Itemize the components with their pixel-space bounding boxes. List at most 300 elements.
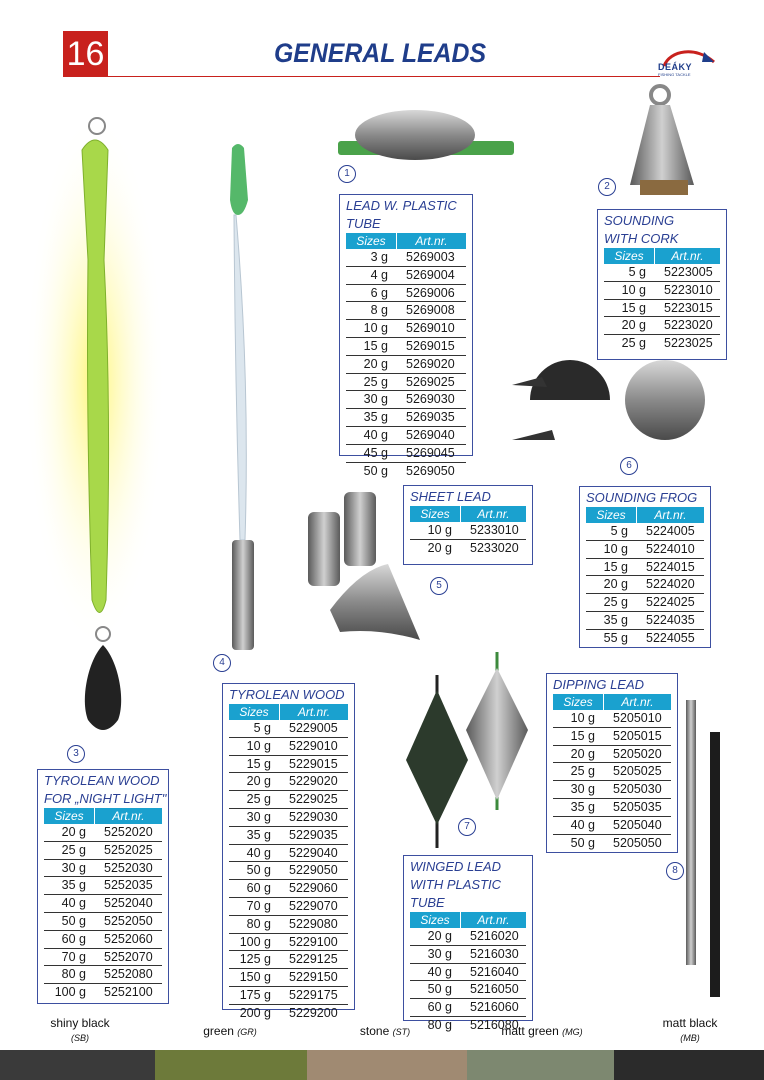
artnr-cell: 5223015 (664, 300, 713, 315)
table-row (229, 773, 348, 791)
size-cell (553, 728, 603, 745)
artnr-cell: 5229050 (289, 863, 338, 878)
col-artnr: Art.nr. (112, 809, 145, 823)
artnr-cell: 5205010 (613, 711, 662, 725)
size-cell (44, 984, 94, 1001)
artnr-cell: 5229025 (289, 792, 338, 807)
size-cell (346, 285, 396, 302)
size-cell (229, 951, 279, 968)
table-row (586, 630, 704, 647)
size-cell (229, 987, 279, 1004)
artnr-cell: 5269030 (406, 392, 455, 407)
table-row (44, 931, 162, 949)
size-value: 35 g (363, 410, 388, 425)
col-artnr: Art.nr. (671, 249, 704, 263)
artnr-cell: 5229010 (289, 738, 338, 753)
size-cell (410, 928, 460, 945)
sheet-roll-2 (344, 492, 376, 566)
artnr-cell: 5269006 (406, 285, 455, 300)
size-cell (229, 773, 279, 790)
table-header (44, 808, 162, 824)
table-row (346, 320, 466, 338)
size-value: 15 g (621, 300, 646, 315)
artnr-cell: 5252020 (104, 825, 153, 839)
size-value: 30 g (246, 809, 271, 824)
table-row (229, 880, 348, 898)
col-artnr: Art.nr. (297, 705, 331, 719)
size-value: 15 g (603, 559, 628, 574)
size-value: 125 g (239, 952, 271, 967)
size-value: 55 g (603, 630, 628, 645)
table-title-1: WINGED LEAD (410, 859, 502, 874)
table-row (604, 317, 720, 335)
size-value: 20 g (363, 356, 388, 371)
size-value: 10 g (621, 282, 646, 297)
artnr-cell: 5205025 (613, 764, 662, 779)
black-lead-drop (85, 645, 121, 730)
size-value: 100 g (54, 985, 86, 1000)
clear-tube (234, 215, 246, 540)
col-sizes: Sizes (553, 694, 604, 710)
table-header (586, 507, 704, 523)
color-name: matt black (662, 1016, 718, 1030)
size-value: 25 g (621, 336, 646, 351)
artnr-cell: 5229035 (289, 827, 338, 842)
table-row (229, 916, 348, 934)
size-cell (44, 842, 94, 859)
size-cell (44, 931, 94, 948)
size-cell (346, 356, 396, 373)
artnr-cell: 5269003 (406, 250, 455, 264)
artnr-cell: 5216060 (470, 1000, 519, 1015)
col-artnr: Art.nr. (621, 695, 654, 709)
size-cell (346, 320, 396, 337)
size-value: 80 g (246, 916, 271, 931)
table-row (229, 898, 348, 916)
size-cell (553, 835, 603, 852)
size-cell (553, 817, 603, 834)
size-cell (229, 809, 279, 826)
size-value: 40 g (363, 427, 388, 442)
size-cell (346, 409, 396, 426)
size-value: 25 g (603, 595, 628, 610)
swatch-green (155, 1050, 307, 1080)
artnr-cell: 5233010 (470, 523, 519, 537)
artnr-cell: 5216040 (470, 964, 519, 979)
callout-1: 1 (338, 165, 356, 183)
table-row (553, 728, 671, 746)
artnr-cell: 5229005 (289, 721, 338, 735)
table-row (346, 356, 466, 374)
color-code: (MB) (680, 1033, 700, 1043)
table-title: LEAD W. PLASTIC TUBE (346, 198, 457, 231)
artnr-cell: 5224025 (646, 595, 695, 610)
size-value: 25 g (61, 842, 86, 857)
artnr-cell: 5205050 (613, 835, 662, 850)
size-cell (229, 898, 279, 915)
artnr-cell: 5269015 (406, 338, 455, 353)
table-title: SOUNDING FROG (586, 490, 698, 505)
artnr-cell: 5224020 (646, 577, 695, 592)
table-row (553, 763, 671, 781)
size-cell (44, 913, 94, 930)
logo-wordmark: DEÁKY (658, 62, 693, 72)
size-cell (229, 880, 279, 897)
size-value: 50 g (363, 463, 388, 478)
swatch-matt-black (614, 1050, 764, 1080)
table-row (229, 862, 348, 880)
artnr-cell: 5252060 (104, 931, 153, 946)
artnr-cell: 5223010 (664, 282, 713, 297)
size-value: 20 g (427, 540, 452, 555)
size-cell (553, 799, 603, 816)
size-value: 5 g (628, 265, 646, 279)
artnr-cell: 5205030 (613, 782, 662, 797)
size-value: 70 g (246, 898, 271, 913)
callout-6: 6 (620, 457, 638, 475)
artnr-cell: 5216050 (470, 982, 519, 997)
table-row (586, 594, 704, 612)
color-code: (GR) (237, 1027, 257, 1037)
table-rows (404, 928, 532, 1034)
winged-lead-dark (406, 690, 468, 825)
table-title-1: SOUNDING (604, 213, 675, 228)
table-winged-lead (403, 855, 533, 1032)
size-cell (604, 300, 654, 317)
artnr-cell: 5269045 (406, 445, 455, 460)
table-sounding-cork (597, 209, 727, 360)
size-value: 80 g (61, 967, 86, 982)
artnr-cell: 5229175 (289, 987, 338, 1002)
artnr-cell: 5269008 (406, 303, 455, 318)
artnr-cell: 5229070 (289, 898, 338, 913)
size-value: 20 g (427, 929, 452, 943)
artnr-cell: 5233020 (470, 540, 519, 555)
dipping-silver (686, 700, 696, 965)
artnr-cell: 5223005 (664, 265, 713, 279)
size-value: 40 g (570, 817, 595, 832)
size-cell (586, 630, 636, 647)
table-row (346, 302, 466, 320)
size-value: 30 g (61, 860, 86, 875)
table-row (346, 391, 466, 409)
size-cell (44, 877, 94, 894)
size-value: 35 g (603, 612, 628, 627)
table-title: TYROLEAN WOOD (229, 687, 345, 702)
size-value: 30 g (363, 392, 388, 407)
size-value: 30 g (427, 946, 452, 961)
table-header (553, 694, 671, 710)
size-cell (604, 317, 654, 334)
size-cell (410, 964, 460, 981)
table-lead-plastic-tube (339, 194, 473, 478)
size-value: 10 g (570, 711, 595, 725)
table-row (346, 374, 466, 392)
size-value: 50 g (61, 913, 86, 928)
sounding-eye (651, 86, 669, 104)
callout-3: 3 (67, 745, 85, 763)
color-label-matt-green (492, 1024, 592, 1038)
artnr-cell: 5269020 (406, 356, 455, 371)
artnr-cell: 5269004 (406, 267, 455, 282)
table-row (410, 946, 526, 964)
table-row (553, 817, 671, 835)
size-cell (229, 827, 279, 844)
size-value: 15 g (570, 728, 595, 743)
sheet-flat (330, 564, 420, 640)
size-cell (586, 576, 636, 593)
col-sizes: Sizes (229, 704, 280, 720)
size-value: 80 g (427, 1017, 452, 1032)
table-row (229, 987, 348, 1005)
size-value: 50 g (246, 863, 271, 878)
col-artnr: Art.nr. (415, 234, 448, 248)
table-row (229, 720, 348, 738)
size-cell (346, 249, 396, 266)
table-row (410, 928, 526, 946)
table-title-2: FOR „NIGHT LIGHT" (44, 791, 167, 806)
artnr-cell: 5216020 (470, 929, 519, 943)
table-header (604, 248, 720, 264)
table-row (586, 559, 704, 577)
table-rows (404, 522, 532, 557)
size-cell (44, 966, 94, 983)
table-row (410, 999, 526, 1017)
size-value: 40 g (61, 896, 86, 911)
color-name: shiny black (50, 1016, 110, 1030)
size-value: 150 g (239, 970, 271, 985)
size-cell (586, 559, 636, 576)
size-value: 60 g (427, 1000, 452, 1015)
table-sounding-frog (579, 486, 711, 648)
size-cell (410, 946, 460, 963)
swatch-stone (307, 1050, 467, 1080)
table-rows (223, 720, 354, 1022)
size-cell (229, 862, 279, 879)
col-sizes: Sizes (346, 233, 397, 249)
size-cell (44, 860, 94, 877)
table-title: DIPPING LEAD (553, 677, 645, 692)
size-cell (229, 916, 279, 933)
table-sheet-lead (403, 485, 533, 565)
size-value: 20 g (570, 746, 595, 761)
color-label-green (190, 1024, 270, 1038)
col-sizes: Sizes (586, 507, 637, 523)
table-header (410, 506, 526, 522)
size-value: 3 g (370, 250, 388, 264)
artnr-cell: 5229040 (289, 845, 338, 860)
table-row (229, 934, 348, 952)
artnr-cell: 5269040 (406, 427, 455, 442)
size-cell (229, 1005, 279, 1022)
size-cell (346, 427, 396, 444)
size-cell (229, 791, 279, 808)
callout-4: 4 (213, 654, 231, 672)
table-title-1: TYROLEAN WOOD (44, 773, 160, 788)
table-tyrolean-night-light (37, 769, 169, 1004)
size-cell (553, 746, 603, 763)
size-cell (604, 282, 654, 299)
table-header (410, 912, 526, 928)
artnr-cell: 5224005 (646, 524, 695, 538)
size-cell (553, 710, 603, 727)
table-row (44, 895, 162, 913)
table-rows (547, 710, 677, 851)
size-value: 20 g (246, 774, 271, 789)
table-rows (340, 249, 472, 479)
col-artnr: Art.nr. (654, 508, 687, 522)
table-header (346, 233, 466, 249)
color-swatch-strip (0, 1050, 764, 1080)
table-row (410, 981, 526, 999)
artnr-cell: 5216030 (470, 946, 519, 961)
color-label-stone (345, 1024, 425, 1038)
size-cell (410, 522, 460, 539)
size-cell (346, 391, 396, 408)
artnr-cell: 5229125 (289, 952, 338, 967)
table-title-2: WITH PLASTIC TUBE (410, 877, 502, 910)
artnr-cell: 5269025 (406, 374, 455, 389)
size-cell (604, 335, 654, 352)
table-rows (598, 264, 726, 352)
swatch-shiny-black (0, 1050, 155, 1080)
table-row (229, 845, 348, 863)
page-title: GENERAL LEADS (273, 38, 487, 68)
artnr-cell: 5269035 (406, 410, 455, 425)
artnr-cell: 5229150 (289, 970, 338, 985)
table-row (44, 860, 162, 878)
size-value: 20 g (603, 577, 628, 592)
table-row (229, 738, 348, 756)
col-artnr: Art.nr. (477, 913, 510, 927)
artnr-cell: 5252080 (104, 967, 153, 982)
artnr-cell: 5269050 (406, 463, 455, 478)
table-row (229, 827, 348, 845)
size-cell (44, 895, 94, 912)
size-value: 45 g (363, 445, 388, 460)
size-cell (553, 763, 603, 780)
color-name: green (203, 1024, 234, 1038)
lead-weight (232, 540, 254, 650)
artnr-cell: 5205035 (613, 799, 662, 814)
artnr-cell: 5229080 (289, 916, 338, 931)
table-row (346, 445, 466, 463)
size-cell (346, 445, 396, 462)
table-row (604, 282, 720, 300)
table-row (229, 756, 348, 774)
size-cell (346, 338, 396, 355)
table-row (553, 781, 671, 799)
artnr-cell: 5252100 (104, 985, 153, 1000)
table-row (44, 984, 162, 1001)
cork-base (640, 180, 688, 195)
artnr-cell: 5205040 (613, 817, 662, 832)
size-value: 5 g (610, 524, 628, 538)
sheet-roll-1 (308, 512, 340, 586)
table-header (229, 704, 348, 720)
size-value: 8 g (370, 303, 388, 318)
page-number: 16 (63, 31, 108, 77)
size-cell (410, 540, 460, 557)
col-artnr: Art.nr. (477, 507, 510, 521)
table-row (229, 969, 348, 987)
table-row (553, 746, 671, 764)
size-value: 20 g (61, 825, 86, 839)
size-cell (586, 523, 636, 540)
table-row (229, 951, 348, 969)
size-cell (229, 720, 279, 737)
table-row (586, 523, 704, 541)
table-row (229, 1005, 348, 1022)
color-name: matt green (501, 1024, 559, 1038)
size-cell (410, 981, 460, 998)
color-name: stone (359, 1024, 390, 1038)
size-cell (229, 756, 279, 773)
size-value: 60 g (61, 931, 86, 946)
size-value: 5 g (253, 721, 271, 735)
size-value: 10 g (246, 738, 271, 753)
color-label-matt-black (650, 1016, 730, 1044)
color-label-shiny-black (40, 1016, 120, 1044)
size-value: 50 g (427, 982, 452, 997)
callout-2: 2 (598, 178, 616, 196)
size-value: 30 g (570, 782, 595, 797)
table-row (604, 264, 720, 282)
artnr-cell: 5229060 (289, 881, 338, 896)
size-value: 175 g (239, 987, 271, 1002)
size-cell (346, 374, 396, 391)
size-cell (229, 738, 279, 755)
size-value: 200 g (239, 1005, 271, 1020)
size-value: 25 g (570, 764, 595, 779)
cone-lead (630, 105, 694, 185)
artnr-cell: 5224010 (646, 541, 695, 556)
size-cell (604, 264, 654, 281)
size-value: 35 g (570, 799, 595, 814)
table-rows (38, 824, 168, 1001)
table-row (586, 541, 704, 559)
size-value: 70 g (61, 949, 86, 964)
size-cell (346, 267, 396, 284)
size-cell (553, 781, 603, 798)
green-tip (230, 144, 248, 215)
artnr-cell: 5205020 (613, 746, 662, 761)
col-sizes: Sizes (410, 506, 461, 522)
size-value: 15 g (363, 338, 388, 353)
col-sizes: Sizes (604, 248, 655, 264)
size-cell (229, 969, 279, 986)
size-cell (229, 934, 279, 951)
artnr-cell: 5229100 (289, 934, 338, 949)
size-value: 50 g (570, 835, 595, 850)
size-value: 20 g (621, 318, 646, 333)
size-value: 40 g (246, 845, 271, 860)
table-title: SHEET LEAD (410, 489, 491, 504)
table-row (346, 427, 466, 445)
callout-8: 8 (666, 862, 684, 880)
size-cell (44, 824, 94, 841)
size-value: 25 g (363, 374, 388, 389)
size-value: 35 g (246, 827, 271, 842)
size-value: 40 g (427, 964, 452, 979)
table-dipping-lead (546, 673, 678, 853)
size-value: 60 g (246, 881, 271, 896)
size-cell (586, 594, 636, 611)
callout-5: 5 (430, 577, 448, 595)
table-row (346, 249, 466, 267)
color-code: (SB) (71, 1033, 89, 1043)
size-value: 10 g (603, 541, 628, 556)
